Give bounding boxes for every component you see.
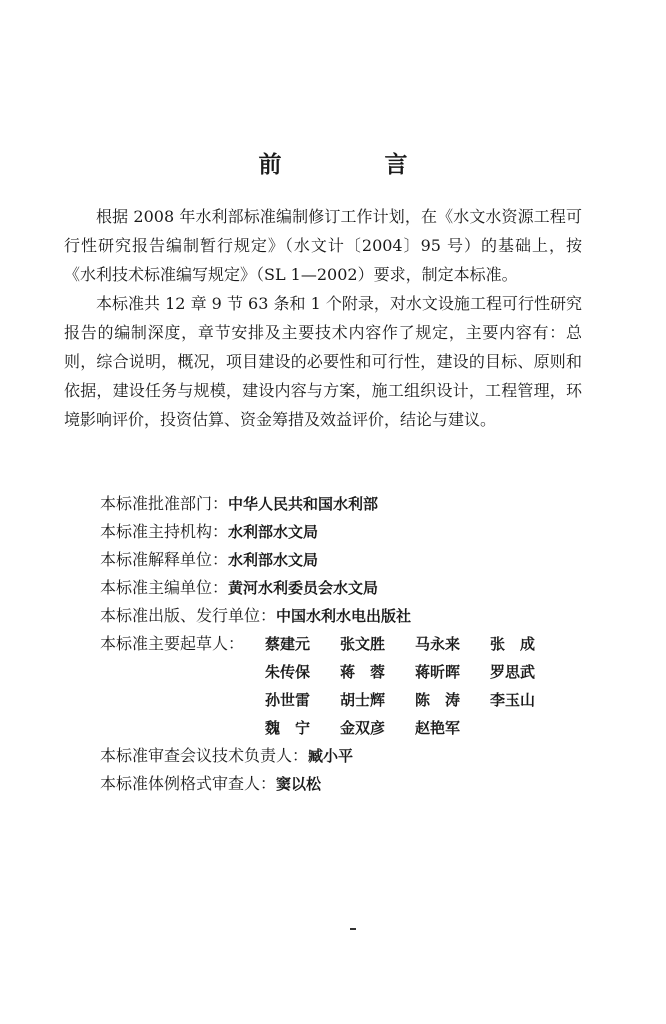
info-value: 窦以松 xyxy=(276,775,322,793)
drafter-names xyxy=(265,630,565,658)
drafter-name: 金双彦 xyxy=(340,719,386,737)
info-row-approval xyxy=(100,490,580,518)
drafter-row-1 xyxy=(100,630,580,658)
drafter-row-4 xyxy=(100,714,580,742)
drafter-name: 李玉山 xyxy=(490,691,536,709)
info-value: 水利部水文局 xyxy=(228,523,319,541)
drafter-names xyxy=(265,658,565,686)
standard-info xyxy=(100,490,580,798)
scan-speck xyxy=(350,928,356,930)
drafter-name: 张 成 xyxy=(490,635,536,653)
paragraph-2: 本标准共 12 章 9 节 63 条和 1 个附录，对水文设施工程可行性研究报告的编制深度，章节安排及主要技术内容作了规定，主要内容有：总则，综合说明，概况，项目建设的必要性和可行性，建设的目标、原则和依据，建设任务与规模，建设内容与方案，施工组织设计，工程管理，环境影响评价，投资估算、资金筹措及效益评价，结论与建议。 xyxy=(64,294,582,429)
info-row-chief-editor xyxy=(100,574,580,602)
info-value: 中国水利水电出版社 xyxy=(276,607,412,625)
drafters-label: 本标准主要起草人： xyxy=(100,634,245,653)
info-row-interpretation xyxy=(100,546,580,574)
drafter-names xyxy=(265,714,490,742)
drafter-name: 马永来 xyxy=(415,635,461,653)
drafter-name: 魏 宁 xyxy=(265,719,311,737)
drafter-row-3 xyxy=(100,686,580,714)
info-row-publisher xyxy=(100,602,580,630)
drafter-name: 蒋 蓉 xyxy=(340,663,386,681)
info-label: 本标准体例格式审查人： xyxy=(100,774,277,793)
info-label: 本标准主持机构： xyxy=(100,522,229,541)
info-label: 本标准出版、发行单位： xyxy=(100,606,277,625)
drafter-name: 张文胜 xyxy=(340,635,386,653)
preface-body xyxy=(64,202,582,434)
paragraph-1: 根据 2008 年水利部标准编制修订工作计划，在《水文水资源工程可行性研究报告编制暂行规定》（水文计〔2004〕95 号）的基础上，按《水利技术标准编写规定》（SL 1—2002）要求，制定本标准。 xyxy=(64,207,582,284)
info-label: 本标准批准部门： xyxy=(100,494,229,513)
info-label: 本标准审查会议技术负责人： xyxy=(100,746,309,765)
info-value: 黄河水利委员会水文局 xyxy=(228,579,379,597)
review-row-technical xyxy=(100,742,580,770)
drafter-name: 蔡建元 xyxy=(265,635,311,653)
page-title: 前 言 xyxy=(258,152,448,178)
info-row-host xyxy=(100,518,580,546)
drafter-name: 赵艳军 xyxy=(415,719,461,737)
drafter-name: 陈 涛 xyxy=(415,691,461,709)
drafter-name: 胡士辉 xyxy=(340,691,386,709)
info-value: 臧小平 xyxy=(308,747,354,765)
drafter-name: 罗思武 xyxy=(490,663,536,681)
info-value: 中华人民共和国水利部 xyxy=(228,495,379,513)
drafter-name: 朱传保 xyxy=(265,663,311,681)
drafter-row-2 xyxy=(100,658,580,686)
drafter-name: 孙世雷 xyxy=(265,691,311,709)
drafter-names xyxy=(265,686,565,714)
info-label: 本标准解释单位： xyxy=(100,550,229,569)
drafter-name: 蒋昕晖 xyxy=(415,663,461,681)
info-value: 水利部水文局 xyxy=(228,551,319,569)
review-row-format xyxy=(100,770,580,798)
info-label: 本标准主编单位： xyxy=(100,578,229,597)
